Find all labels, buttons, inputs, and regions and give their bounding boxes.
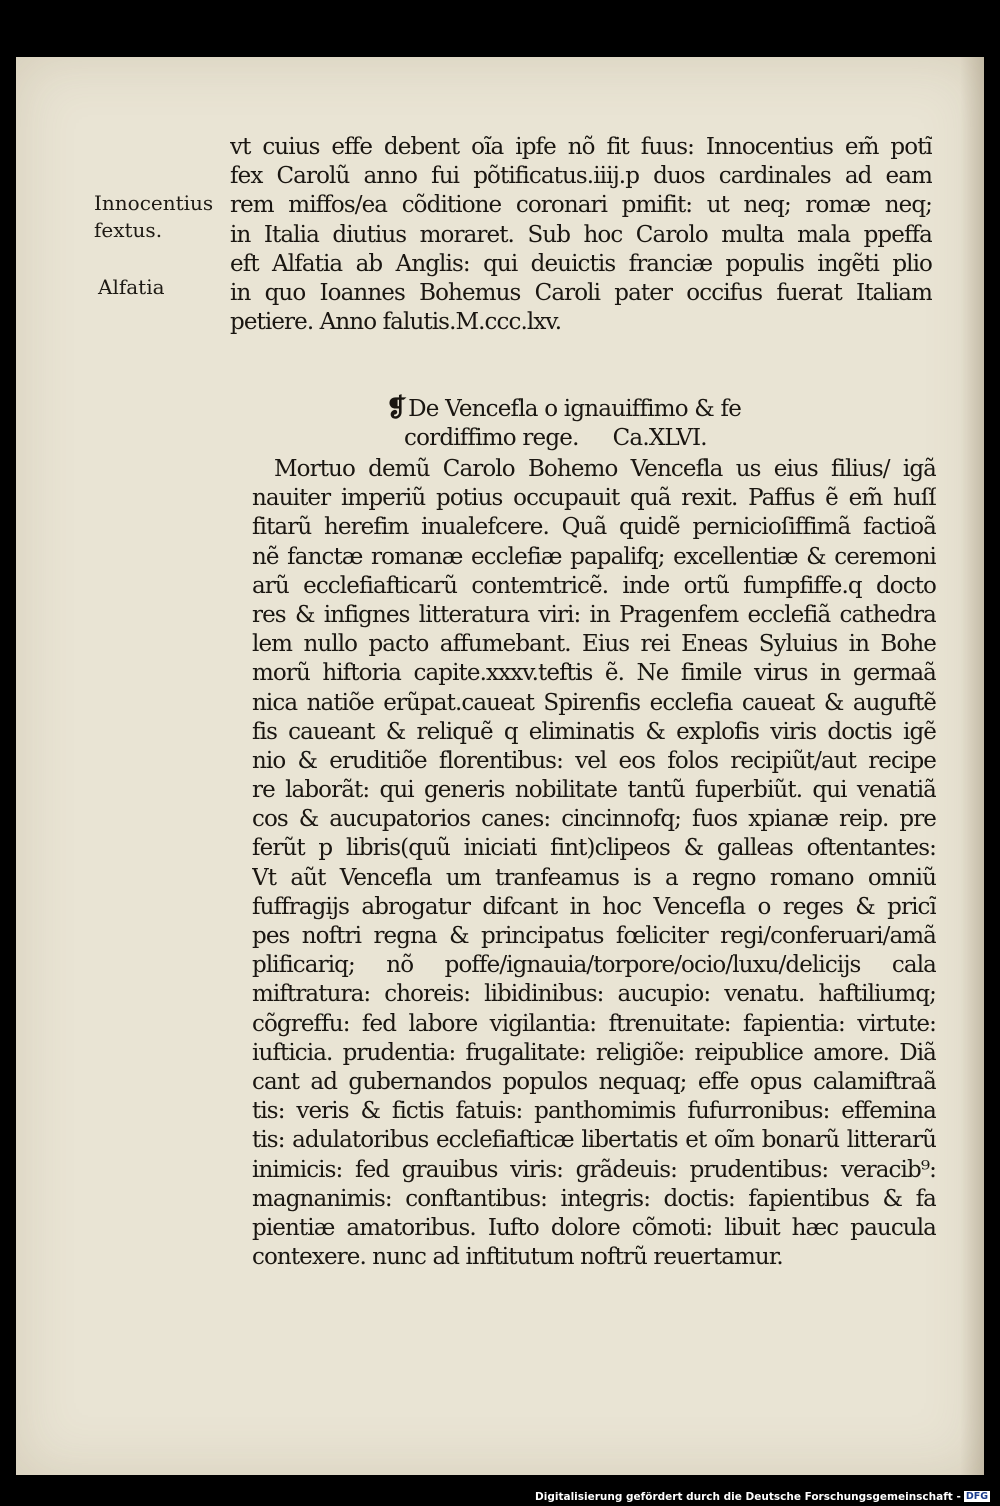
text-line: in Italia diutius moraret. Sub hoc Carolo multa mala ppeffa — [230, 221, 932, 248]
text-line: morũ hiftoria capite.xxxv.teftis ẽ. Ne fimile virus in germaã — [252, 660, 936, 687]
text-line: iufticia. prudentia: frugalitate: religiõe: reipublice amore. Diã — [252, 1039, 936, 1066]
text-line: fex Carolũ anno fui põtificatus.iiij.p duos cardinales ad eam — [230, 163, 932, 190]
book-page — [16, 57, 984, 1475]
text-line: ferũt p libris(quũ iniciati fint)clipeos & galleas oftentantes: — [252, 835, 936, 862]
funding-footer — [535, 1491, 990, 1503]
text-line: miftratura: choreis: libidinibus: aucupio: venatu. haftiliumq; — [252, 981, 936, 1008]
margin-note-innocentius — [94, 190, 244, 244]
text-line: rem miffos/ea cõditione coronari pmifit: ut neq; romæ neq; — [230, 192, 932, 219]
chapter-number: Ca.XLVI. — [612, 425, 707, 451]
heading-text: De Vencefla o ignauiffimo & fe — [408, 396, 742, 422]
heading-text: cordiffimo rege. — [404, 425, 579, 451]
margin-note-line: Alfatia — [98, 275, 165, 299]
page-gutter-shadow — [960, 57, 984, 1475]
margin-note-line: fextus. — [94, 218, 163, 242]
text-line: magnanimis: conftantibus: integris: doctis: fapientibus & fa — [252, 1185, 936, 1212]
text-line: fitarũ herefim inualefcere. Quã quidẽ pernicioſiffimã factioã — [252, 514, 936, 541]
paragraph-1 — [230, 133, 932, 337]
text-line: fuffragijs abrogatur difcant in hoc Vencefla o reges & pricĩ — [252, 893, 936, 920]
text-line: contexere. nunc ad inftitutum noftrũ reuertamur. — [252, 1244, 783, 1271]
text-line: nẽ fanctæ romanæ ecclefiæ papalifq; excellentiæ & ceremoni — [252, 543, 936, 570]
text-line: in quo Ioannes Bohemus Caroli pater occifus fuerat Italiam — [230, 279, 932, 306]
paragraph-2 — [252, 455, 936, 1272]
text-line: nio & eruditiõe florentibus: vel eos folos recipiũt/aut recipe — [252, 747, 936, 774]
text-line: cos & aucupatorios canes: cincinnofq; fuos xpianæ reip. pre — [252, 806, 936, 833]
text-line: eft Alfatia ab Anglis: qui deuictis franciæ populis ingẽti plio — [230, 250, 932, 277]
text-line: pes noftri regna & principatus fœliciter regi/conferuari/amã — [252, 923, 936, 949]
text-line: arũ ecclefiafticarũ contemtricẽ. inde ortũ fumpfiffe.q docto — [252, 572, 936, 599]
text-line: Mortuo demũ Carolo Bohemo Vencefla us eius filius/ igã — [274, 456, 936, 482]
text-line: nauiter imperiũ potius occupauit quã rexit. Paffus ẽ em̃ huſſ — [252, 485, 936, 512]
margin-note-alsatia — [98, 274, 218, 301]
text-line: tis: veris & fictis fatuis: panthomimis fufurronibus: effemina — [252, 1098, 936, 1125]
text-line: re laborãt: qui generis nobilitate tantũ fuperbiũt. qui venatiã — [252, 777, 936, 804]
text-line: inimicis: fed grauibus viris: grãdeuis: prudentibus: veracib⁹: — [252, 1156, 936, 1183]
text-line: Vt aũt Vencefla um tranfeamus is a regno romano omniũ — [252, 864, 936, 891]
dfg-logo: DFG — [965, 1491, 988, 1502]
text-line: fis caueant & reliquẽ q eliminatis & explofis viris doctis igẽ — [252, 718, 936, 745]
text-line: lem nullo pacto affumebant. Eius rei Eneas Syluius in Bohe — [252, 631, 936, 658]
text-line: plificariq; nõ poffe/ignauia/torpore/ocio/luxu/delicijs cala — [252, 952, 936, 979]
heading-line — [386, 393, 741, 424]
pilcrow-icon: ❡ — [386, 393, 407, 422]
text-line: vt cuius effe debent oĩa ipfe nõ fit fuus: Innocentius em̃ potĩ — [230, 134, 932, 160]
text-line: pientiæ amatoribus. Iufto dolore cõmoti: libuit hæc paucula — [252, 1214, 936, 1241]
heading-line — [386, 424, 741, 453]
text-line: petiere. Anno falutis.M.ccc.lxv. — [230, 309, 562, 336]
text-line: cõgreffu: fed labore vigilantia: ftrenuitate: fapientia: virtute: — [252, 1010, 936, 1037]
footer-text: Digitalisierung gefördert durch die Deutsche Forschungsgemeinschaft - — [535, 1491, 961, 1503]
text-line: tis: adulatoribus ecclefiafticæ libertatis et oĩm bonarũ litterarũ — [252, 1127, 936, 1154]
chapter-heading — [386, 393, 741, 453]
text-line: cant ad gubernandos populos nequaq; effe opus calamiftraã — [252, 1068, 936, 1095]
text-line: nica natiõe erũpat.caueat Spirenfis ecclefia caueat & auguftẽ — [252, 689, 936, 716]
margin-note-line: Innocentius — [94, 191, 214, 215]
text-line: res & infignes litteratura viri: in Pragenfem ecclefiã cathedra — [252, 601, 936, 628]
